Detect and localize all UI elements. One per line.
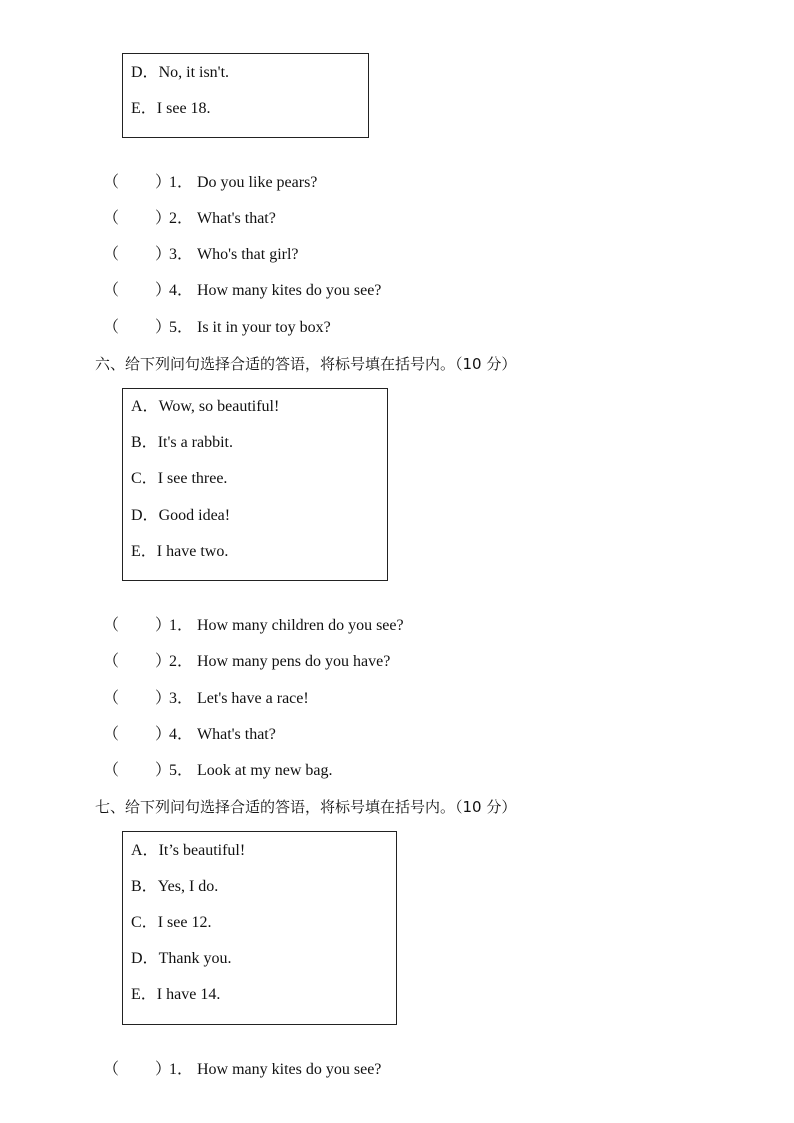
answer-blank-close: ）: [155, 617, 172, 634]
option-text: Yes, I do.: [157, 878, 219, 895]
option-letter: B．: [131, 878, 158, 895]
answer-blank-close: ）: [155, 319, 172, 336]
option-letter: E．: [131, 986, 157, 1003]
option-text: I see three.: [157, 470, 228, 487]
option-text: Thank you.: [158, 950, 232, 967]
option-e: [131, 99, 211, 119]
option-letter: D．: [131, 950, 159, 967]
question-number: 4．: [169, 726, 194, 743]
answer-blank-close: ）: [155, 690, 172, 707]
question-text: How many children do you see?: [197, 617, 404, 634]
option-letter: C．: [131, 470, 158, 487]
option-text: I see 18.: [156, 100, 211, 117]
question-number: 3．: [169, 246, 194, 263]
question-row: [103, 318, 331, 338]
option-text: Wow, so beautiful!: [158, 398, 280, 415]
question-row: [103, 1060, 381, 1080]
option-b: [131, 877, 218, 897]
answer-blank-close: ）: [155, 653, 172, 670]
option-letter: E．: [131, 100, 157, 117]
question-row: [103, 725, 276, 745]
answer-blank-close: ）: [155, 726, 172, 743]
option-d: [131, 63, 229, 83]
option-a: [131, 397, 279, 417]
answer-blank-close: ）: [155, 762, 172, 779]
option-c: [131, 469, 227, 489]
question-number: 1．: [169, 617, 194, 634]
option-b: [131, 433, 233, 453]
question-row: [103, 245, 299, 265]
options-box-section6: [122, 388, 388, 581]
question-text: Let's have a race!: [197, 690, 309, 707]
answer-blank-close: ）: [155, 174, 172, 191]
answer-blank-open[interactable]: （: [103, 690, 120, 707]
option-letter: B．: [131, 434, 158, 451]
question-text: Is it in your toy box?: [197, 319, 331, 336]
answer-blank-close: ）: [155, 282, 172, 299]
question-row: [103, 689, 309, 709]
question-text: Look at my new bag.: [197, 762, 333, 779]
question-row: [103, 209, 276, 229]
option-text: No, it isn't.: [158, 64, 230, 81]
question-number: 3．: [169, 690, 194, 707]
answer-blank-close: ）: [155, 246, 172, 263]
options-box-section5: [122, 53, 369, 138]
answer-blank-open[interactable]: （: [103, 246, 120, 263]
question-text: Who's that girl?: [197, 246, 299, 263]
option-c: [131, 913, 211, 933]
section-heading-7: 七、给下列问句选择合适的答语，将标号填在括号内。（10 分）: [95, 798, 517, 816]
option-letter: D．: [131, 507, 159, 524]
question-number: 2．: [169, 210, 194, 227]
question-row: [103, 281, 381, 301]
question-text: Do you like pears?: [197, 174, 318, 191]
question-row: [103, 173, 317, 193]
question-row: [103, 652, 390, 672]
answer-blank-close: ）: [155, 210, 172, 227]
option-letter: A．: [131, 398, 159, 415]
question-number: 5．: [169, 319, 194, 336]
option-letter: A．: [131, 842, 159, 859]
question-number: 4．: [169, 282, 194, 299]
option-text: It's a rabbit.: [157, 434, 233, 451]
option-letter: E．: [131, 543, 157, 560]
question-text: How many pens do you have?: [197, 653, 391, 670]
answer-blank-open[interactable]: （: [103, 282, 120, 299]
option-letter: C．: [131, 914, 158, 931]
option-e: [131, 542, 228, 562]
question-text: What's that?: [197, 726, 276, 743]
question-number: 5．: [169, 762, 194, 779]
option-e: [131, 985, 220, 1005]
question-text: How many kites do you see?: [197, 1061, 382, 1078]
option-letter: D．: [131, 64, 159, 81]
question-row: [103, 761, 333, 781]
answer-blank-open[interactable]: （: [103, 653, 120, 670]
question-text: How many kites do you see?: [197, 282, 382, 299]
option-text: I have 14.: [156, 986, 221, 1003]
question-row: [103, 616, 404, 636]
question-number: 1．: [169, 1061, 194, 1078]
answer-blank-open[interactable]: （: [103, 174, 120, 191]
answer-blank-open[interactable]: （: [103, 1061, 120, 1078]
answer-blank-open[interactable]: （: [103, 210, 120, 227]
section-heading-6: 六、给下列问句选择合适的答语，将标号填在括号内。（10 分）: [95, 355, 517, 373]
option-text: I have two.: [156, 543, 229, 560]
options-box-section7: [122, 831, 397, 1025]
question-text: What's that?: [197, 210, 276, 227]
question-number: 2．: [169, 653, 194, 670]
option-a: [131, 841, 245, 861]
question-number: 1．: [169, 174, 194, 191]
answer-blank-open[interactable]: （: [103, 726, 120, 743]
answer-blank-close: ）: [155, 1061, 172, 1078]
option-d: [131, 949, 231, 969]
answer-blank-open[interactable]: （: [103, 762, 120, 779]
option-d: [131, 506, 230, 526]
option-text: I see 12.: [157, 914, 212, 931]
answer-blank-open[interactable]: （: [103, 319, 120, 336]
answer-blank-open[interactable]: （: [103, 617, 120, 634]
option-text: Good idea!: [158, 507, 231, 524]
option-text: It’s beautiful!: [158, 842, 246, 859]
